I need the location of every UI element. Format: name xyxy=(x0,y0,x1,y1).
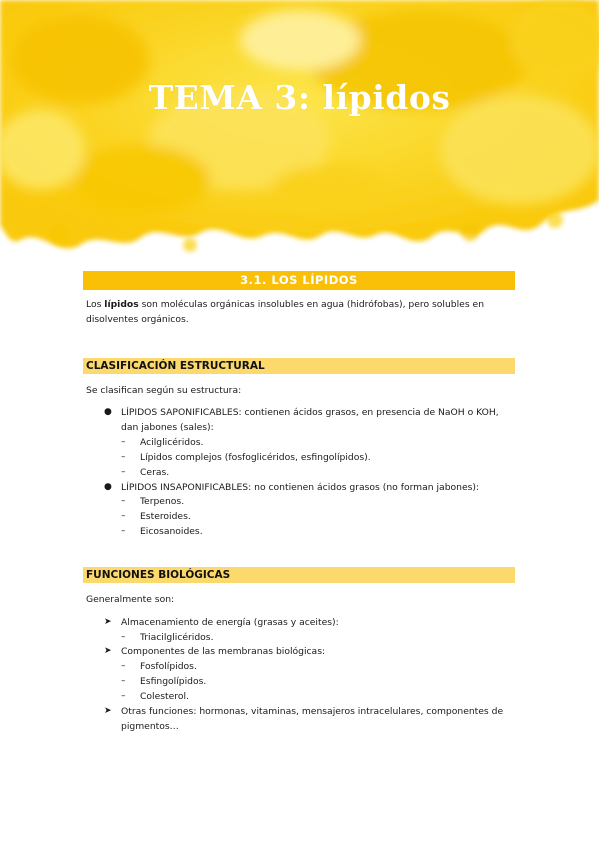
dash-icon: – xyxy=(121,526,126,536)
sub-item: Esteroides. xyxy=(140,511,191,522)
arrowhead-bullet-icon: ➤ xyxy=(104,646,112,656)
dash-icon: – xyxy=(121,437,126,447)
sub-item: Acilglicéridos. xyxy=(140,437,204,448)
sub-item: Lípidos complejos (fosfoglicéridos, esfingolípidos). xyxy=(140,452,371,463)
intro-rest: son moléculas orgánicas insolubles en agua (hidrófobas), pero solubles en disolventes orgánicos. xyxy=(86,299,485,325)
page-title: TEMA 3: lípidos xyxy=(148,78,451,117)
section-heading-clasificacion: CLASIFICACIÓN ESTRUCTURAL xyxy=(83,358,515,374)
list-item-insaponificables: LÍPIDOS INSAPONIFICABLES: no contienen ácidos grasos (no forman jabones): xyxy=(121,482,480,493)
dash-icon: – xyxy=(121,691,126,701)
watercolor-banner xyxy=(0,0,599,265)
sub-item: Terpenos. xyxy=(140,496,185,507)
sub-item: Fosfolípidos. xyxy=(140,661,197,672)
funciones-intro: Generalmente son: xyxy=(86,594,175,605)
dash-icon: – xyxy=(121,676,126,686)
dash-icon: – xyxy=(121,452,126,462)
bullet-icon: ● xyxy=(104,482,112,492)
intro-lead: Los xyxy=(86,299,105,310)
dash-icon: – xyxy=(121,496,126,506)
list-item-saponificables: LÍPIDOS SAPONIFICABLES: contienen ácidos grasos, en presencia de NaOH o KOH, dan jabones (sales): xyxy=(121,407,499,433)
sub-item: Eicosanoides. xyxy=(140,526,203,537)
intro-bold-term: lípidos xyxy=(104,299,139,310)
sub-item: Ceras. xyxy=(140,467,170,478)
dash-icon: – xyxy=(121,632,126,642)
sub-item: Esfingolípidos. xyxy=(140,676,207,687)
dash-icon: – xyxy=(121,511,126,521)
sub-item: Triacilglicéridos. xyxy=(140,632,214,643)
list-item-otras-funciones: Otras funciones: hormonas, vitaminas, mensajeros intracelulares, componentes de pigmentos… xyxy=(121,706,504,732)
clasificacion-intro: Se clasifican según su estructura: xyxy=(86,385,242,396)
arrowhead-bullet-icon: ➤ xyxy=(104,706,112,716)
section-heading-funciones: FUNCIONES BIOLÓGICAS xyxy=(83,567,515,583)
section-heading-main: 3.1. LOS LÍPIDOS xyxy=(83,271,515,290)
list-item-membranas: Componentes de las membranas biológicas: xyxy=(121,646,326,657)
bullet-icon: ● xyxy=(104,407,112,417)
list-item-almacenamiento: Almacenamiento de energía (grasas y aceites): xyxy=(121,617,339,628)
sub-item: Colesterol. xyxy=(140,691,189,702)
intro-paragraph xyxy=(86,297,506,327)
dash-icon: – xyxy=(121,467,126,477)
arrowhead-bullet-icon: ➤ xyxy=(104,617,112,627)
dash-icon: – xyxy=(121,661,126,671)
